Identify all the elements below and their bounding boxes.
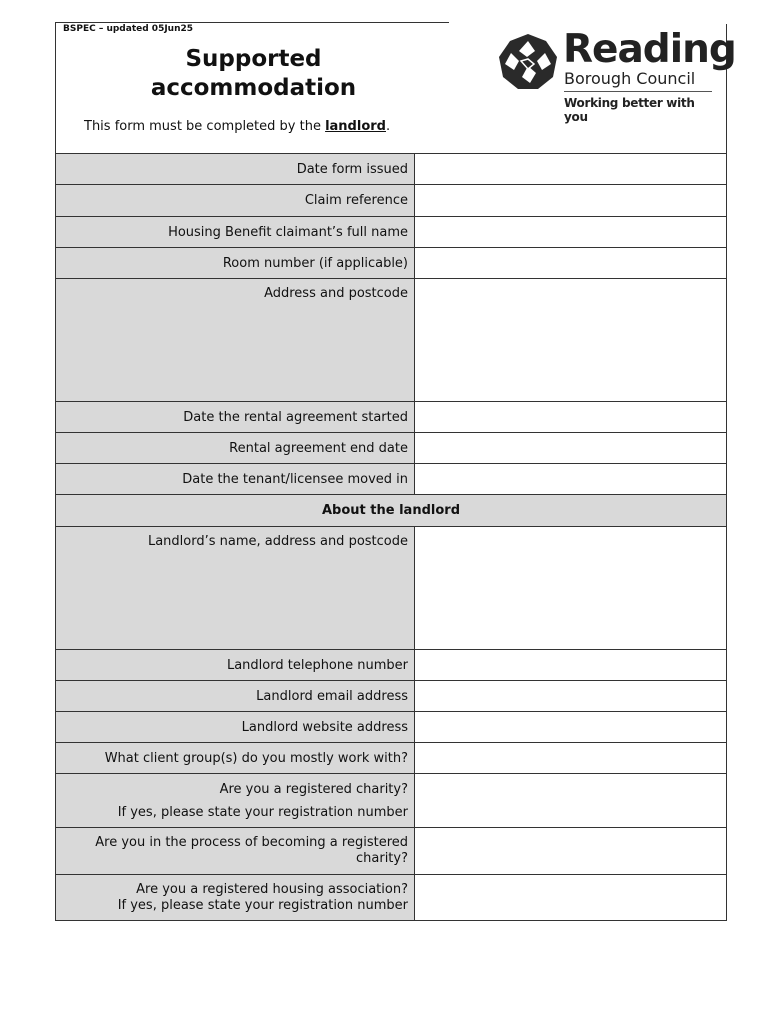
claimant-name-field[interactable] — [415, 217, 727, 248]
field-label: What client group(s) do you mostly work with? — [56, 743, 415, 774]
intro-emphasis: landlord — [325, 119, 386, 134]
table-row — [56, 185, 727, 217]
landlord-name-address-field[interactable] — [415, 527, 727, 650]
table-row — [56, 875, 727, 921]
client-groups-field[interactable] — [415, 743, 727, 774]
table-row — [56, 712, 727, 743]
logo-name: Reading — [563, 27, 736, 72]
field-label — [56, 828, 415, 875]
field-label-line-2: If yes, please state your registration number — [117, 897, 408, 913]
field-label-line-1: Are you in the process of becoming a registered — [95, 835, 408, 850]
title-line-1: Supported — [185, 46, 322, 72]
table-row — [56, 279, 727, 402]
field-label — [56, 875, 415, 921]
registered-charity-field[interactable] — [415, 774, 727, 828]
table-row — [56, 828, 727, 875]
claim-form-table — [55, 153, 727, 921]
field-label: Claim reference — [56, 185, 415, 217]
landlord-website-field[interactable] — [415, 712, 727, 743]
claim-reference-field[interactable] — [415, 185, 727, 217]
logo-tagline: Working better with you — [564, 96, 695, 124]
intro-suffix: . — [385, 119, 391, 134]
table-row — [56, 774, 727, 828]
intro-prefix: This form must be completed by the — [84, 119, 326, 134]
table-row — [56, 681, 727, 712]
landlord-email-field[interactable] — [415, 681, 727, 712]
field-label: Landlord telephone number — [56, 650, 415, 681]
logo-divider — [564, 91, 712, 92]
logo-subname: Borough Council — [564, 69, 696, 88]
section-heading: About the landlord — [56, 495, 727, 527]
field-label: Address and postcode — [56, 279, 415, 402]
table-row — [56, 154, 727, 185]
form-page — [55, 22, 736, 921]
field-label: Date form issued — [56, 154, 415, 185]
field-label: Landlord website address — [56, 712, 415, 743]
field-label: Housing Benefit claimant’s full name — [56, 217, 415, 248]
title-line-2: accommodation — [150, 75, 357, 101]
field-label: Date the rental agreement started — [56, 402, 415, 433]
field-label-line-1: Are you a registered charity? — [219, 781, 408, 797]
address-postcode-field[interactable] — [415, 279, 727, 402]
table-row — [56, 743, 727, 774]
rental-start-date-field[interactable] — [415, 402, 727, 433]
field-label: Rental agreement end date — [56, 433, 415, 464]
table-row — [56, 402, 727, 433]
table-row — [56, 433, 727, 464]
field-label-line-1: Are you a registered housing association? — [136, 881, 408, 897]
intro-text — [84, 119, 390, 134]
field-label: Room number (if applicable) — [56, 248, 415, 279]
page-title — [96, 45, 411, 103]
field-label: Landlord email address — [56, 681, 415, 712]
table-row — [56, 464, 727, 495]
field-label: Landlord’s name, address and postcode — [56, 527, 415, 650]
field-label — [56, 774, 415, 828]
form-header — [55, 22, 736, 153]
rental-end-date-field[interactable] — [415, 433, 727, 464]
council-logo — [497, 27, 736, 124]
field-label-line-2: charity? — [356, 851, 408, 866]
date-form-issued-field[interactable] — [415, 154, 727, 185]
table-row — [56, 650, 727, 681]
table-row — [56, 248, 727, 279]
table-row — [56, 217, 727, 248]
field-label-line-2: If yes, please state your registration number — [117, 804, 408, 820]
section-row — [56, 495, 727, 527]
council-logo-icon — [497, 33, 559, 91]
becoming-charity-field[interactable] — [415, 828, 727, 875]
room-number-field[interactable] — [415, 248, 727, 279]
landlord-telephone-field[interactable] — [415, 650, 727, 681]
table-row — [56, 527, 727, 650]
field-label: Date the tenant/licensee moved in — [56, 464, 415, 495]
moved-in-date-field[interactable] — [415, 464, 727, 495]
document-reference: BSPEC – updated 05Jun25 — [63, 24, 194, 34]
housing-association-field[interactable] — [415, 875, 727, 921]
